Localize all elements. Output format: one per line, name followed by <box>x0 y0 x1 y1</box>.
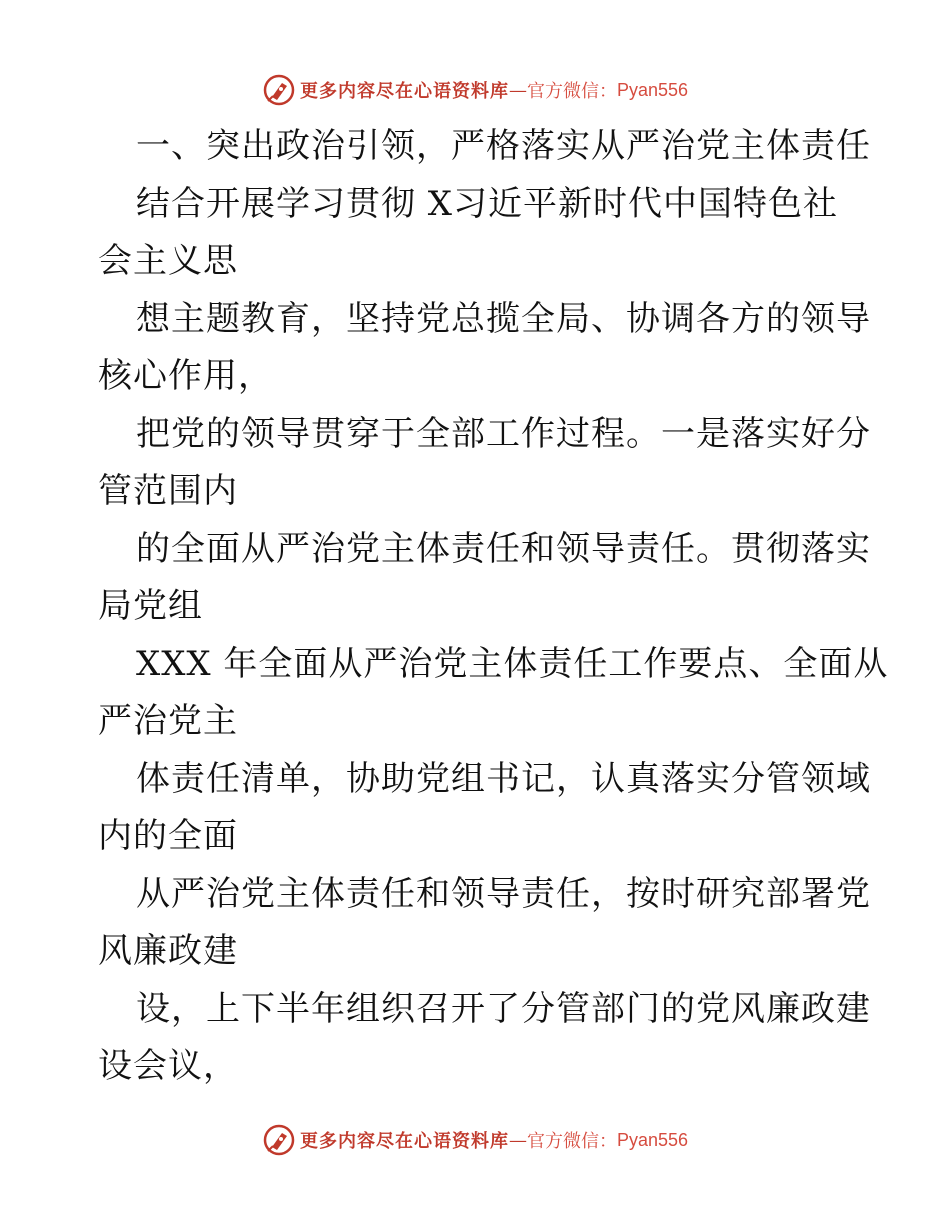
banner-separator: — <box>508 79 527 101</box>
wechat-label: 官方微信： <box>526 81 617 102</box>
text-line: 核心作用， <box>98 356 273 396</box>
pen-nib-logo-icon <box>262 73 296 107</box>
text-line: 从严治党主体责任和领导责任，按时研究部署党 <box>136 873 871 914</box>
text-line: 体责任清单，协助党组书记，认真落实分管领域 <box>136 758 871 799</box>
text-line: 结合开展学习贯彻 X习近平新时代中国特色社 <box>136 183 839 224</box>
paragraph-heading: 一、突出政治引领，严格落实从严治党主体责任 <box>136 126 871 166</box>
banner-title: 更多内容尽在心语资料库 <box>299 81 509 102</box>
header-banner <box>0 70 950 110</box>
footer-banner <box>0 1120 950 1160</box>
text-line: 设会议， <box>98 1046 238 1086</box>
text-line: 风廉政建 <box>98 931 238 971</box>
text-line: 严治党主 <box>98 701 238 741</box>
text-line: 设，上下半年组织召开了分管部门的党风廉政建 <box>136 988 871 1029</box>
banner-title: 更多内容尽在心语资料库 <box>299 1131 509 1152</box>
wechat-id: Pyan556 <box>616 1129 689 1150</box>
document-body <box>98 118 889 1096</box>
text-line: 想主题教育，坚持党总揽全局、协调各方的领导 <box>136 298 871 339</box>
pen-nib-logo-icon <box>262 1123 296 1157</box>
text-line: XXX 年全面从严治党主体责任工作要点、全面从 <box>136 643 889 684</box>
wechat-label: 官方微信： <box>526 1131 617 1152</box>
text-line: 把党的领导贯穿于全部工作过程。一是落实好分 <box>136 413 871 454</box>
text-line: 会主义思 <box>98 241 238 281</box>
banner-separator: — <box>508 1129 527 1151</box>
text-line: 的全面从严治党主体责任和领导责任。贯彻落实 <box>136 528 871 569</box>
text-line: 内的全面 <box>98 816 238 856</box>
text-line: 局党组 <box>98 586 203 626</box>
text-line: 管范围内 <box>98 471 238 511</box>
wechat-id: Pyan556 <box>616 79 689 100</box>
